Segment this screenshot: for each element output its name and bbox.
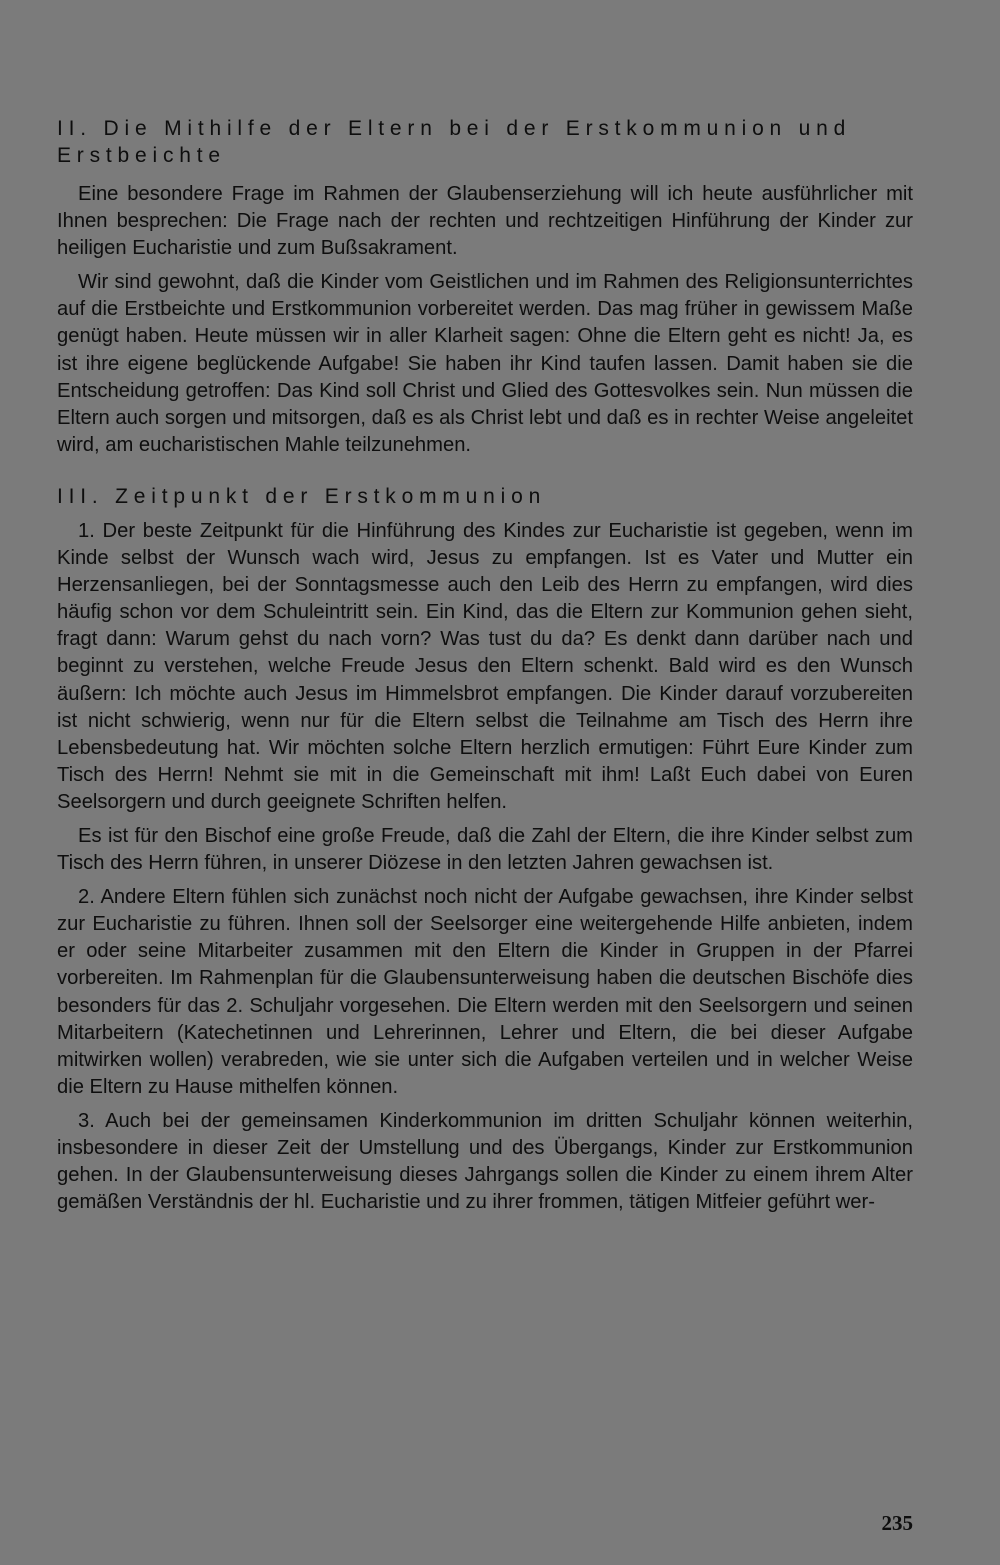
- page-content: [57, 115, 913, 1216]
- paragraph: 3. Auch bei der gemeinsamen Kinderkommunion im dritten Schuljahr können weiterhin, insbesondere in dieser Zeit der Umstellung und des Übergangs, Kinder zur Erstkommunion gehen. In der Glaubensunterweisung dieses Jahrgangs sollen die Kinder zu einem ihrem Alter gemäßen Verständnis der hl. Eucharistie und zu ihrer frommen, tätigen Mitfeier geführt wer-: [57, 1109, 913, 1214]
- section-heading-iii: III. Zeitpunkt der Erstkommunion: [57, 484, 547, 508]
- paragraph: Es ist für den Bischof eine große Freude, daß die Zahl der Eltern, die ihre Kinder selbst zum Tisch des Herrn führen, in unserer Diözese in den letzten Jahren gewachsen ist.: [57, 824, 913, 875]
- section-heading-ii: II. Die Mithilfe der Eltern bei der Erstkommunion und Erstbeichte: [57, 117, 852, 167]
- paragraph: Eine besondere Frage im Rahmen der Glaubenserziehung will ich heute ausführlicher mit Ihnen besprechen: Die Frage nach der rechten und rechtzeitigen Hinführung der Kinder zur heiligen Eucharistie und zum Bußsakrament.: [57, 183, 913, 260]
- paragraph: Wir sind gewohnt, daß die Kinder vom Geistlichen und im Rahmen des Religionsunterrichtes auf die Erstbeichte und Erstkommunion vorbereitet werden. Das mag früher in gewissem Maße genügt haben. Heute müssen wir in aller Klarheit sagen: Ohne die Eltern geht es nicht! Ja, es ist ihre eigene beglückende Aufgabe! Sie haben ihr Kind taufen lassen. Damit haben sie die Entscheidung getroffen: Das Kind soll Christ und Glied des Gottesvolkes sein. Nun müssen die Eltern auch sorgen und mitsorgen, daß es als Christ lebt und daß es in rechter Weise angeleitet wird, am eucharistischen Mahle teilzunehmen.: [57, 271, 913, 456]
- paragraph: 2. Andere Eltern fühlen sich zunächst noch nicht der Aufgabe gewachsen, ihre Kinder selbst zur Eucharistie zu führen. Ihnen soll der Seelsorger eine weitergehende Hilfe anbieten, indem er oder seine Mitarbeiter zusammen mit den Eltern die Kinder in Gruppen in der Pfarrei vorbereiten. Im Rahmenplan für die Glaubensunterweisung haben die deutschen Bischöfe dies besonders für das 2. Schuljahr vorgesehen. Die Eltern werden mit den Seelsorgern und seinen Mitarbeitern (Katechetinnen und Lehrerinnen, Lehrer und Eltern, die bei dieser Aufgabe mitwirken wollen) verabreden, wie sie unter sich die Aufgaben verteilen und in welcher Weise die Eltern zu Hause mithelfen können.: [57, 886, 913, 1098]
- page-number: 235: [881, 1511, 913, 1535]
- paragraph: 1. Der beste Zeitpunkt für die Hinführung des Kindes zur Eucharistie ist gegeben, wenn im Kinde selbst der Wunsch wach wird, Jesus zu empfangen. Ist es Vater und Mutter ein Herzensanliegen, bei der Sonntagsmesse auch den Leib des Herrn zu empfangen, wird dies häufig schon vor dem Schuleintritt sein. Ein Kind, das die Eltern zur Kommunion gehen sieht, fragt dann: Warum gehst du nach vorn? Was tust du da? Es denkt dann darüber nach und beginnt zu verstehen, welche Freude Jesus den Eltern schenkt. Bald wird es den Wunsch äußern: Ich möchte auch Jesus im Himmelsbrot empfangen. Die Kinder darauf vorzubereiten ist nicht schwierig, wenn nur für die Eltern selbst die Teilnahme am Tisch des Herrn ihre Lebensbedeutung hat. Wir möchten solche Eltern herzlich ermutigen: Führt Eure Kinder zum Tisch des Herrn! Nehmt sie mit in die Gemeinschaft mit ihm! Laßt Euch dabei von Euren Seelsorgern und durch geeignete Schriften helfen.: [57, 519, 913, 813]
